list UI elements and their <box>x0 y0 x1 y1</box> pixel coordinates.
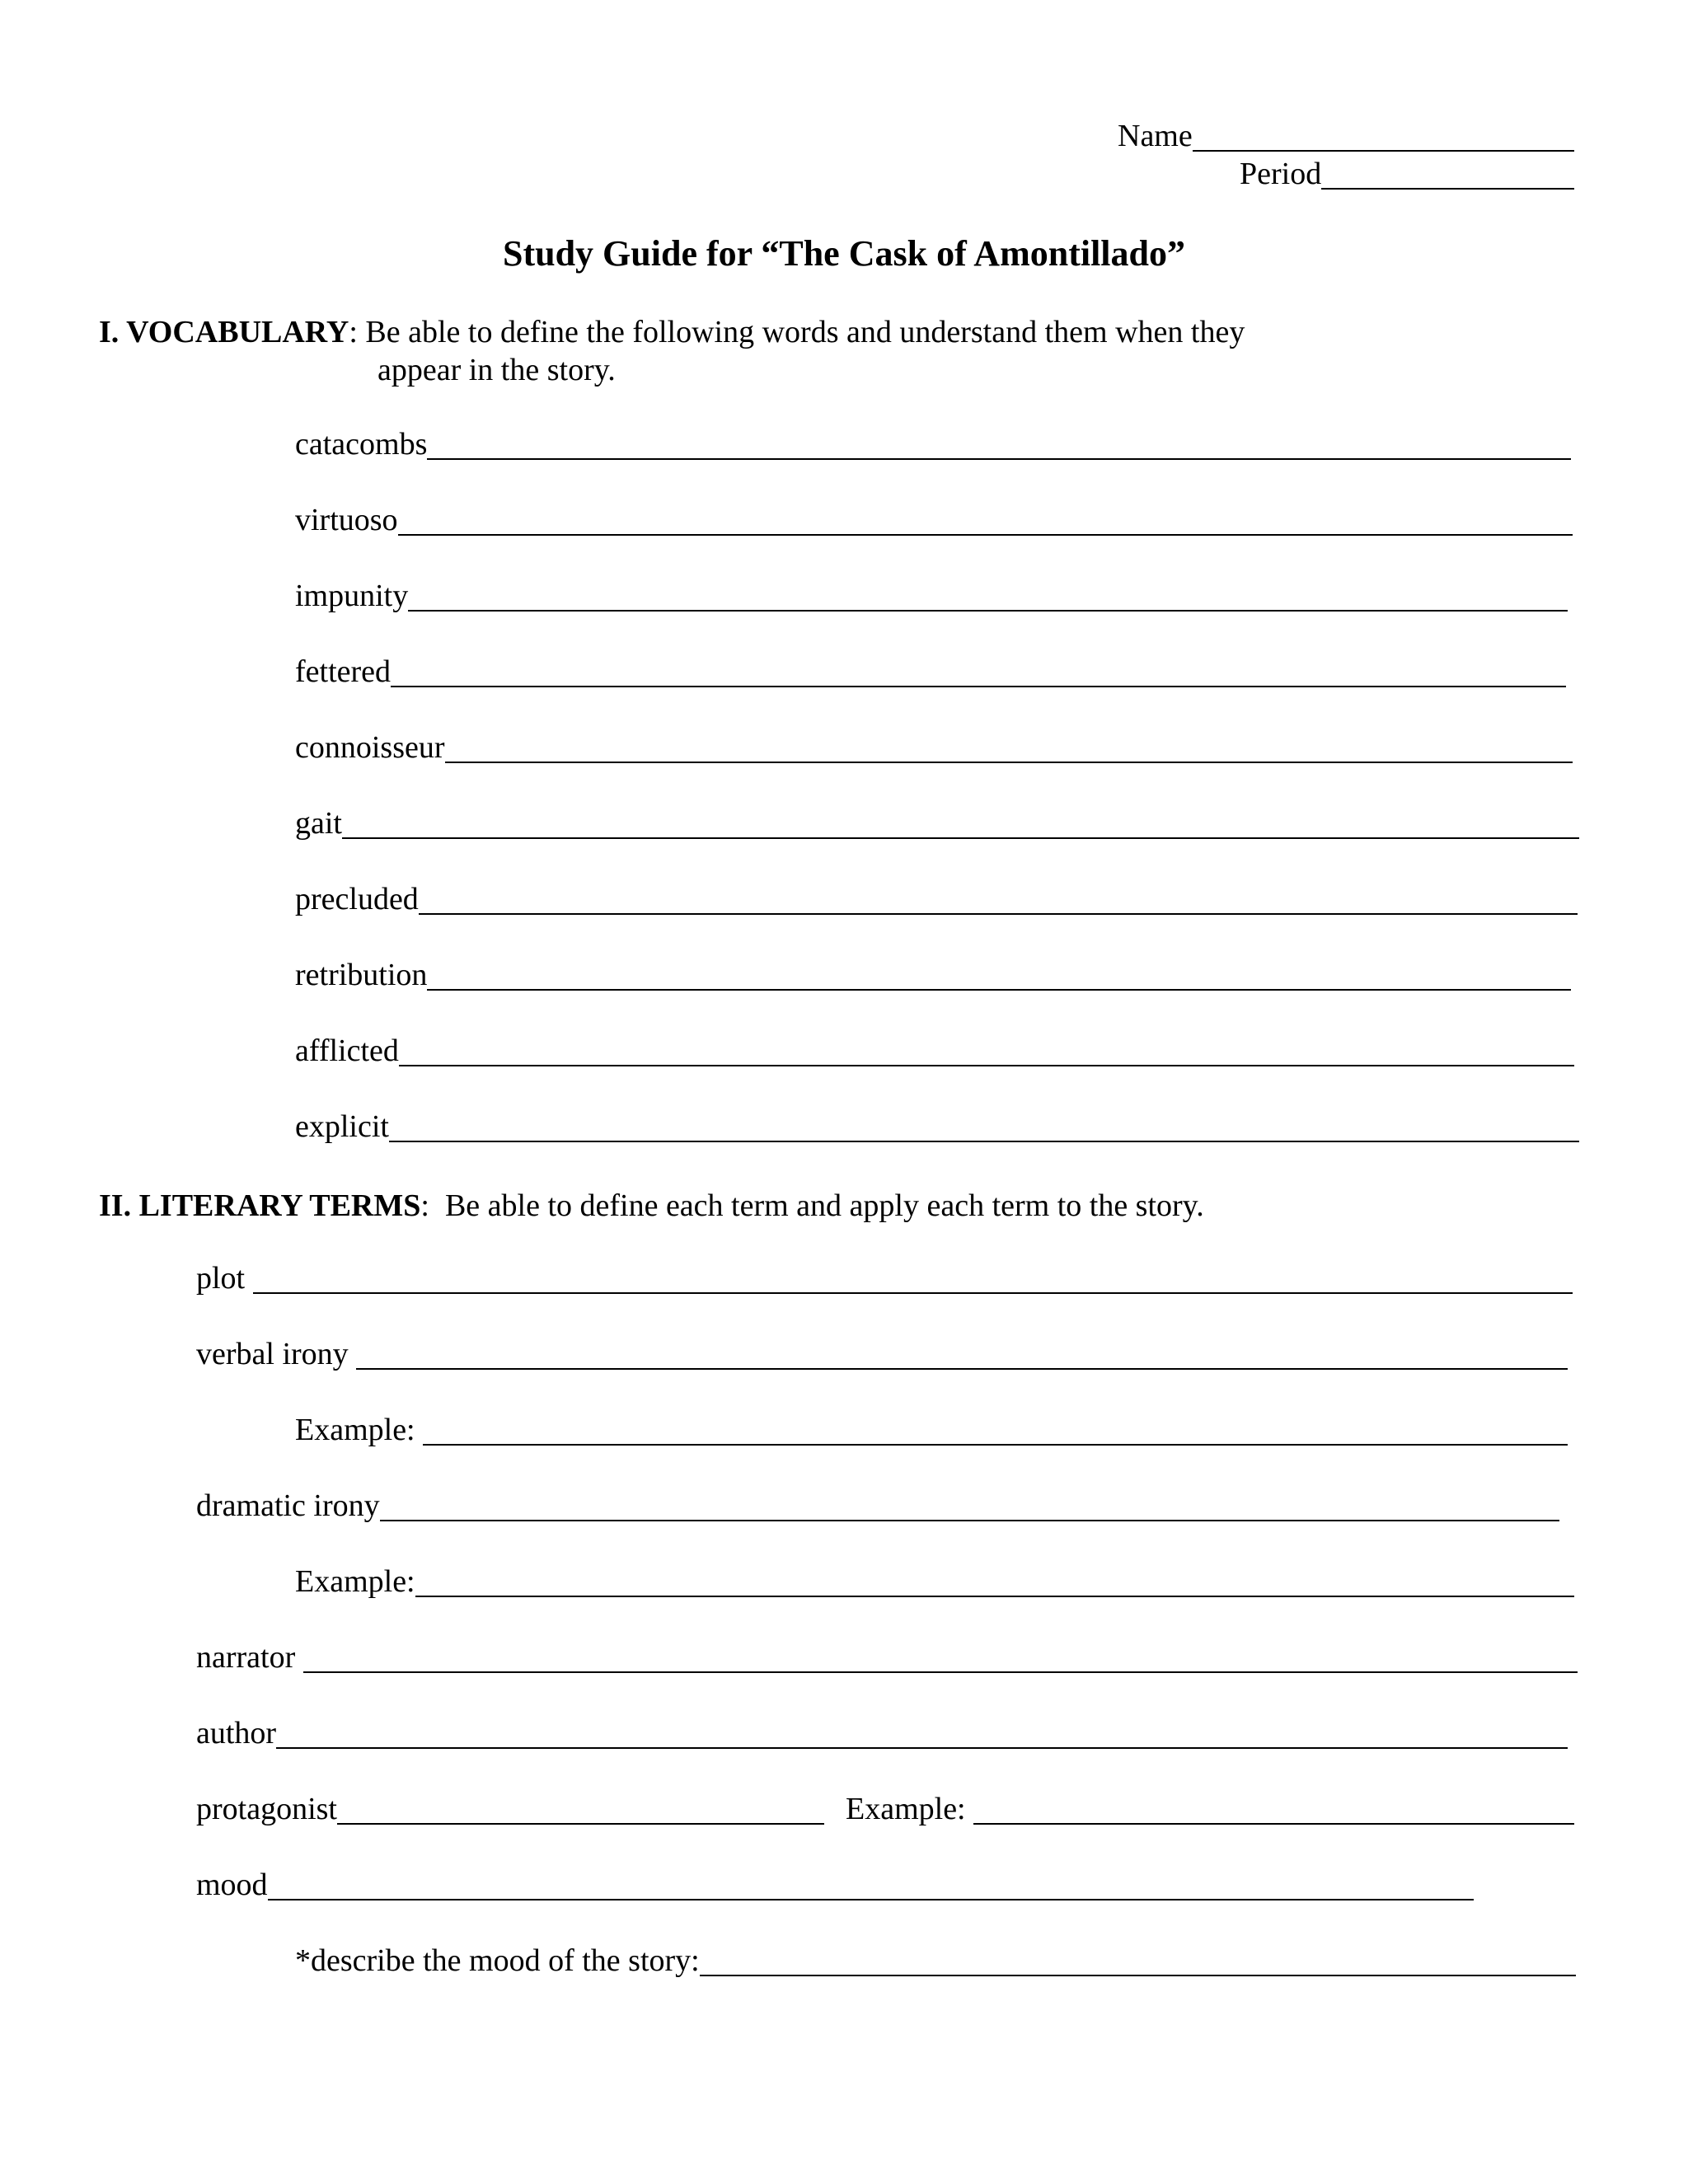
vocab-row-explicit[interactable] <box>295 1108 1579 1149</box>
vocab-word: catacombs <box>295 427 428 462</box>
definition-blank-line[interactable] <box>419 913 1578 915</box>
term-label: narrator <box>196 1640 303 1675</box>
literary-terms-heading: II. LITERARY TERMS <box>99 1188 421 1223</box>
period-blank-line[interactable] <box>1321 188 1574 190</box>
example-blank-line[interactable] <box>423 1444 1568 1446</box>
name-field[interactable] <box>1118 117 1574 158</box>
mood-describe-blank-line[interactable] <box>700 1975 1576 1976</box>
example-label: Example: <box>846 1792 974 1826</box>
definition-blank-line[interactable] <box>389 1141 1579 1142</box>
mood-describe-label: *describe the mood of the story: <box>295 1943 700 1978</box>
vocabulary-colon: : <box>349 315 358 349</box>
page-title: Study Guide for “The Cask of Amontillado” <box>502 233 1185 274</box>
vocabulary-heading: I. VOCABULARY <box>99 315 349 349</box>
definition-blank-line[interactable] <box>253 1292 1573 1294</box>
name-blank-line[interactable] <box>1193 150 1574 152</box>
vocab-row-afflicted[interactable] <box>295 1032 1574 1073</box>
example-blank-line[interactable] <box>415 1596 1574 1597</box>
term-row-dramatic-irony[interactable] <box>196 1487 1559 1528</box>
vocab-row-virtuoso[interactable] <box>295 501 1573 542</box>
period-label: Period <box>1240 157 1322 191</box>
definition-blank-line[interactable] <box>427 458 1571 460</box>
literary-terms-section-heading <box>99 1187 1204 1225</box>
definition-blank-line[interactable] <box>356 1368 1568 1370</box>
term-label: plot <box>196 1261 253 1296</box>
term-row-dramatic-irony-example[interactable] <box>295 1563 1574 1604</box>
term-label: protagonist <box>196 1792 337 1826</box>
vocab-row-retribution[interactable] <box>295 956 1571 997</box>
vocab-row-catacombs[interactable] <box>295 425 1571 466</box>
term-row-verbal-irony[interactable] <box>196 1335 1568 1376</box>
vocab-row-gait[interactable] <box>295 804 1579 846</box>
definition-blank-line[interactable] <box>380 1520 1559 1521</box>
vocabulary-section-heading <box>99 313 1245 351</box>
vocabulary-instruction-line1: Be able to define the following words and understand them when they <box>365 315 1245 349</box>
term-row-mood[interactable] <box>196 1866 1474 1907</box>
definition-blank-line[interactable] <box>276 1747 1568 1749</box>
vocab-word: explicit <box>295 1109 389 1144</box>
term-row-protagonist-example[interactable] <box>846 1790 1574 1831</box>
vocab-word: gait <box>295 806 342 841</box>
term-row-verbal-irony-example[interactable] <box>295 1411 1568 1452</box>
term-row-plot[interactable] <box>196 1259 1573 1301</box>
vocab-row-precluded[interactable] <box>295 880 1578 921</box>
vocab-word: impunity <box>295 579 409 613</box>
name-label: Name <box>1118 119 1193 153</box>
vocab-word: retribution <box>295 958 428 992</box>
definition-blank-line[interactable] <box>337 1823 824 1825</box>
vocab-word: afflicted <box>295 1033 399 1068</box>
literary-terms-instruction: Be able to define each term and apply each term to the story. <box>444 1188 1204 1223</box>
term-row-narrator[interactable] <box>196 1638 1578 1680</box>
term-row-protagonist[interactable] <box>196 1790 824 1831</box>
definition-blank-line[interactable] <box>398 534 1573 536</box>
vocab-word: connoisseur <box>295 730 445 765</box>
definition-blank-line[interactable] <box>342 837 1579 839</box>
term-row-author[interactable] <box>196 1714 1568 1755</box>
vocab-row-fettered[interactable] <box>295 653 1566 694</box>
literary-terms-colon: : <box>420 1188 429 1223</box>
vocab-word: precluded <box>295 882 419 916</box>
example-blank-line[interactable] <box>973 1823 1574 1825</box>
term-label: mood <box>196 1868 268 1902</box>
vocab-row-connoisseur[interactable] <box>295 729 1573 770</box>
vocab-word: virtuoso <box>295 503 398 537</box>
period-field[interactable] <box>1240 155 1574 196</box>
term-row-mood-describe[interactable] <box>295 1942 1576 1983</box>
term-label: verbal irony <box>196 1337 357 1371</box>
definition-blank-line[interactable] <box>445 762 1573 763</box>
term-label: author <box>196 1716 277 1750</box>
definition-blank-line[interactable] <box>399 1065 1574 1066</box>
definition-blank-line[interactable] <box>408 610 1568 612</box>
example-label: Example: <box>295 1564 415 1599</box>
definition-blank-line[interactable] <box>303 1671 1578 1673</box>
term-label: dramatic irony <box>196 1488 380 1523</box>
definition-blank-line[interactable] <box>391 686 1566 687</box>
vocabulary-instruction-line2: appear in the story. <box>377 353 616 387</box>
vocab-word: fettered <box>295 654 392 689</box>
definition-blank-line[interactable] <box>427 989 1571 991</box>
vocab-row-impunity[interactable] <box>295 577 1568 618</box>
definition-blank-line[interactable] <box>268 1899 1474 1900</box>
example-label: Example: <box>295 1413 424 1447</box>
